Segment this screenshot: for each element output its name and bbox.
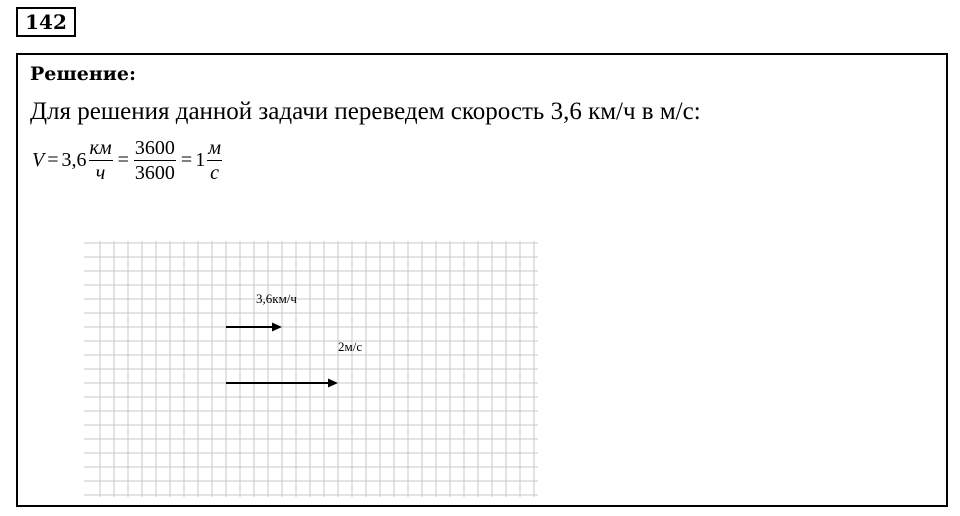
velocity-arrow-label: 3,6км/ч: [256, 291, 297, 306]
solution-intro-text: Для решения данной задачи переведем скорость 3,6 км/ч в м/с:: [30, 98, 701, 125]
formula-fraction-seconds: [134, 137, 176, 184]
grid-lines: [84, 241, 538, 497]
velocity-arrow-label: 2м/с: [338, 339, 363, 354]
fraction-seconds-denominator: 3600: [134, 161, 175, 184]
problem-number: 142: [16, 7, 76, 37]
velocity-arrows: [226, 291, 362, 388]
formula-fraction-result-units: [207, 137, 222, 184]
fraction-seconds-numerator: 3600: [134, 136, 175, 159]
arrowhead-icon: [328, 379, 338, 388]
solution-box: [16, 53, 948, 507]
formula-equals-3: =: [180, 148, 193, 171]
formula-equals-1: =: [47, 148, 59, 171]
fraction-result-denominator: с: [210, 161, 220, 184]
formula-coefficient: 3,6: [61, 148, 87, 171]
fraction-units-denominator: ч: [95, 161, 106, 184]
fraction-result-numerator: м: [208, 136, 221, 159]
graph-paper-diagram: [82, 241, 552, 501]
formula-velocity-symbol: V: [32, 148, 45, 171]
formula-equals-2: =: [117, 148, 129, 171]
formula-fraction-units: [89, 137, 113, 184]
speed-conversion-formula: [32, 135, 224, 185]
arrowhead-icon: [272, 323, 282, 332]
solution-heading: Решение:: [30, 63, 136, 85]
formula-result-coefficient: 1: [195, 148, 206, 171]
fraction-units-numerator: км: [89, 136, 112, 159]
